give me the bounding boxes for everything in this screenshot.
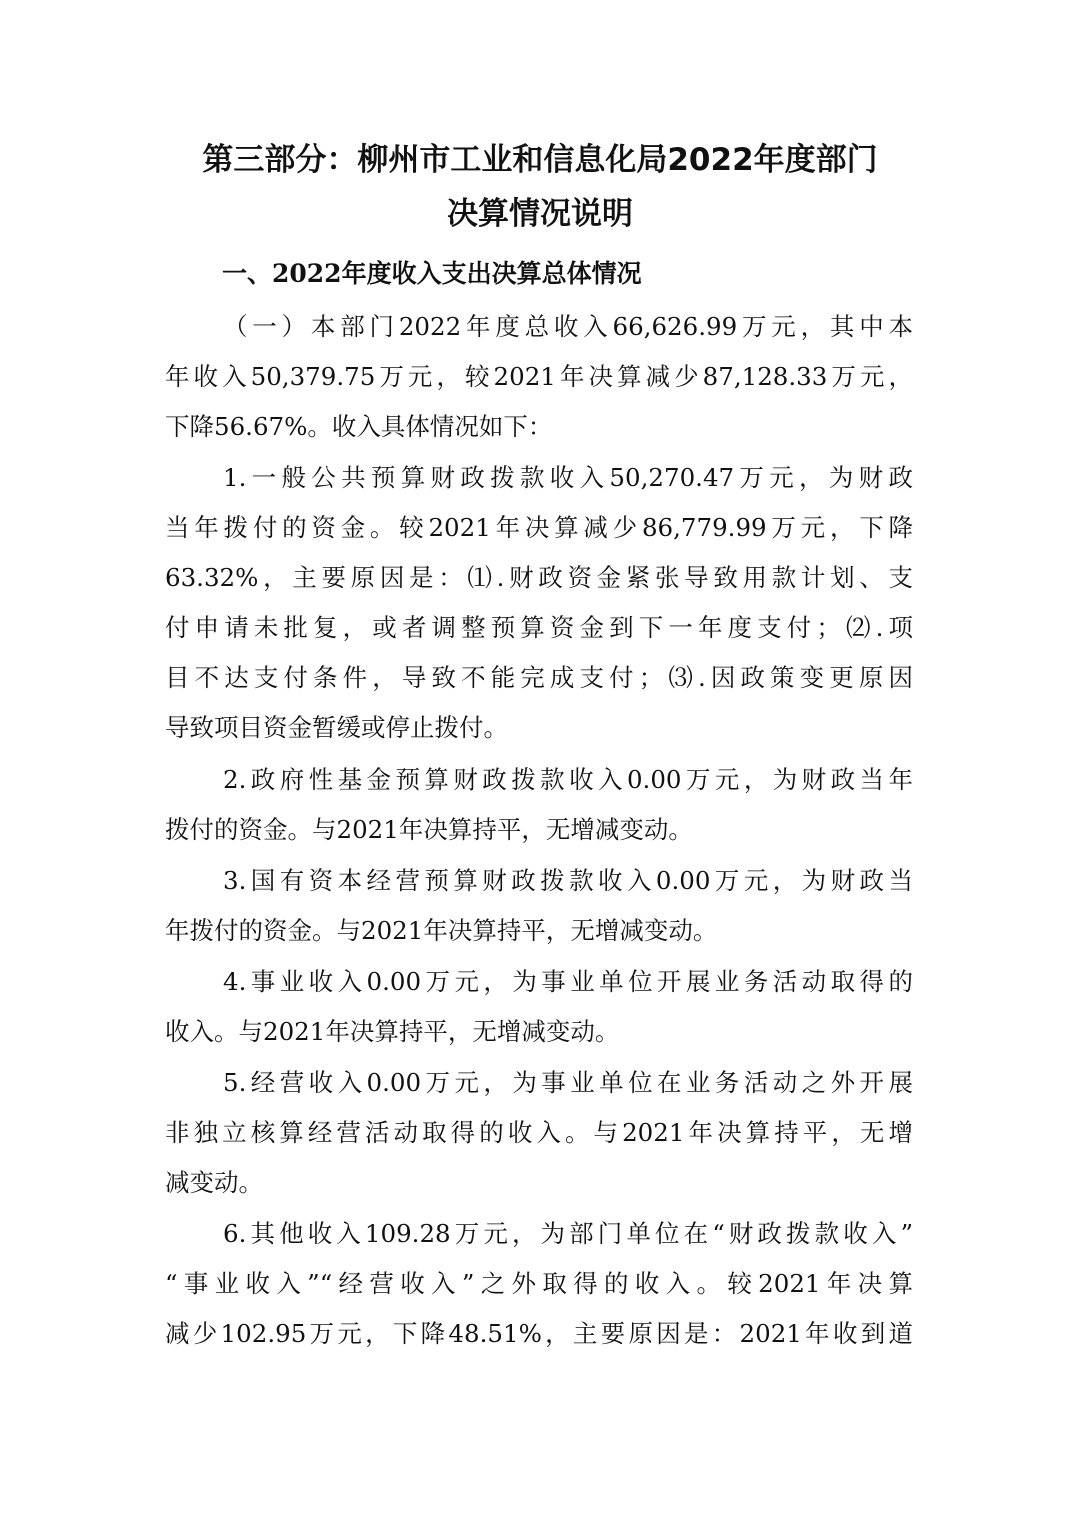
paragraph-line: 3.国有资本经营预算财政拨款收入0.00万元，为财政当 xyxy=(223,866,913,895)
paragraph-line: 下降56.67%。收入具体情况如下： xyxy=(165,412,553,441)
paragraph-line: 年拨付的资金。与2021年决算持平，无增减变动。 xyxy=(165,916,718,945)
paragraph-line: 目不达支付条件，导致不能完成支付；⑶.因政策变更原因 xyxy=(165,663,913,692)
paragraph-line: 当年拨付的资金。较2021年决算减少86,779.99万元，下降 xyxy=(165,513,913,542)
paragraph-line: 非独立核算经营活动取得的收入。与2021年决算持平，无增 xyxy=(165,1118,913,1147)
paragraph-line: （一）本部门2022年度总收入66,626.99万元，其中本 xyxy=(223,312,913,341)
paragraph-line: 收入。与2021年决算持平，无增减变动。 xyxy=(165,1017,620,1046)
paragraph-line: 减少102.95万元，下降48.51%，主要原因是：2021年收到道 xyxy=(165,1319,913,1348)
paragraph-line: 5.经营收入0.00万元，为事业单位在业务活动之外开展 xyxy=(223,1068,913,1097)
paragraph-line: 63.32%，主要原因是：⑴.财政资金紧张导致用款计划、支 xyxy=(165,563,913,592)
paragraph-line: 6.其他收入109.28万元，为部门单位在“财政拨款收入” xyxy=(223,1219,913,1248)
paragraph-line: 年收入50,379.75万元，较2021年决算减少87,128.33万元， xyxy=(165,362,913,391)
paragraph-line: 拨付的资金。与2021年决算持平，无增减变动。 xyxy=(165,815,693,844)
section-heading: 一、2022年度收入支出决算总体情况 xyxy=(222,259,642,288)
document-title-line-2: 决算情况说明 xyxy=(447,196,633,232)
paragraph-line: 减变动。 xyxy=(165,1168,263,1197)
paragraph-line: 4.事业收入0.00万元，为事业单位开展业务活动取得的 xyxy=(223,967,913,996)
document-title-line-1: 第三部分：柳州市工业和信息化局2022年度部门 xyxy=(202,142,878,178)
paragraph-line: 1.一般公共预算财政拨款收入50,270.47万元，为财政 xyxy=(223,463,913,492)
paragraph-line: 付申请未批复，或者调整预算资金到下一年度支付；⑵.项 xyxy=(165,613,913,642)
paragraph-line: 导致项目资金暂缓或停止拨付。 xyxy=(165,713,508,742)
paragraph-line: 2.政府性基金预算财政拨款收入0.00万元，为财政当年 xyxy=(223,765,913,794)
paragraph-line: “事业收入”“经营收入”之外取得的收入。较2021年决算 xyxy=(165,1269,913,1298)
